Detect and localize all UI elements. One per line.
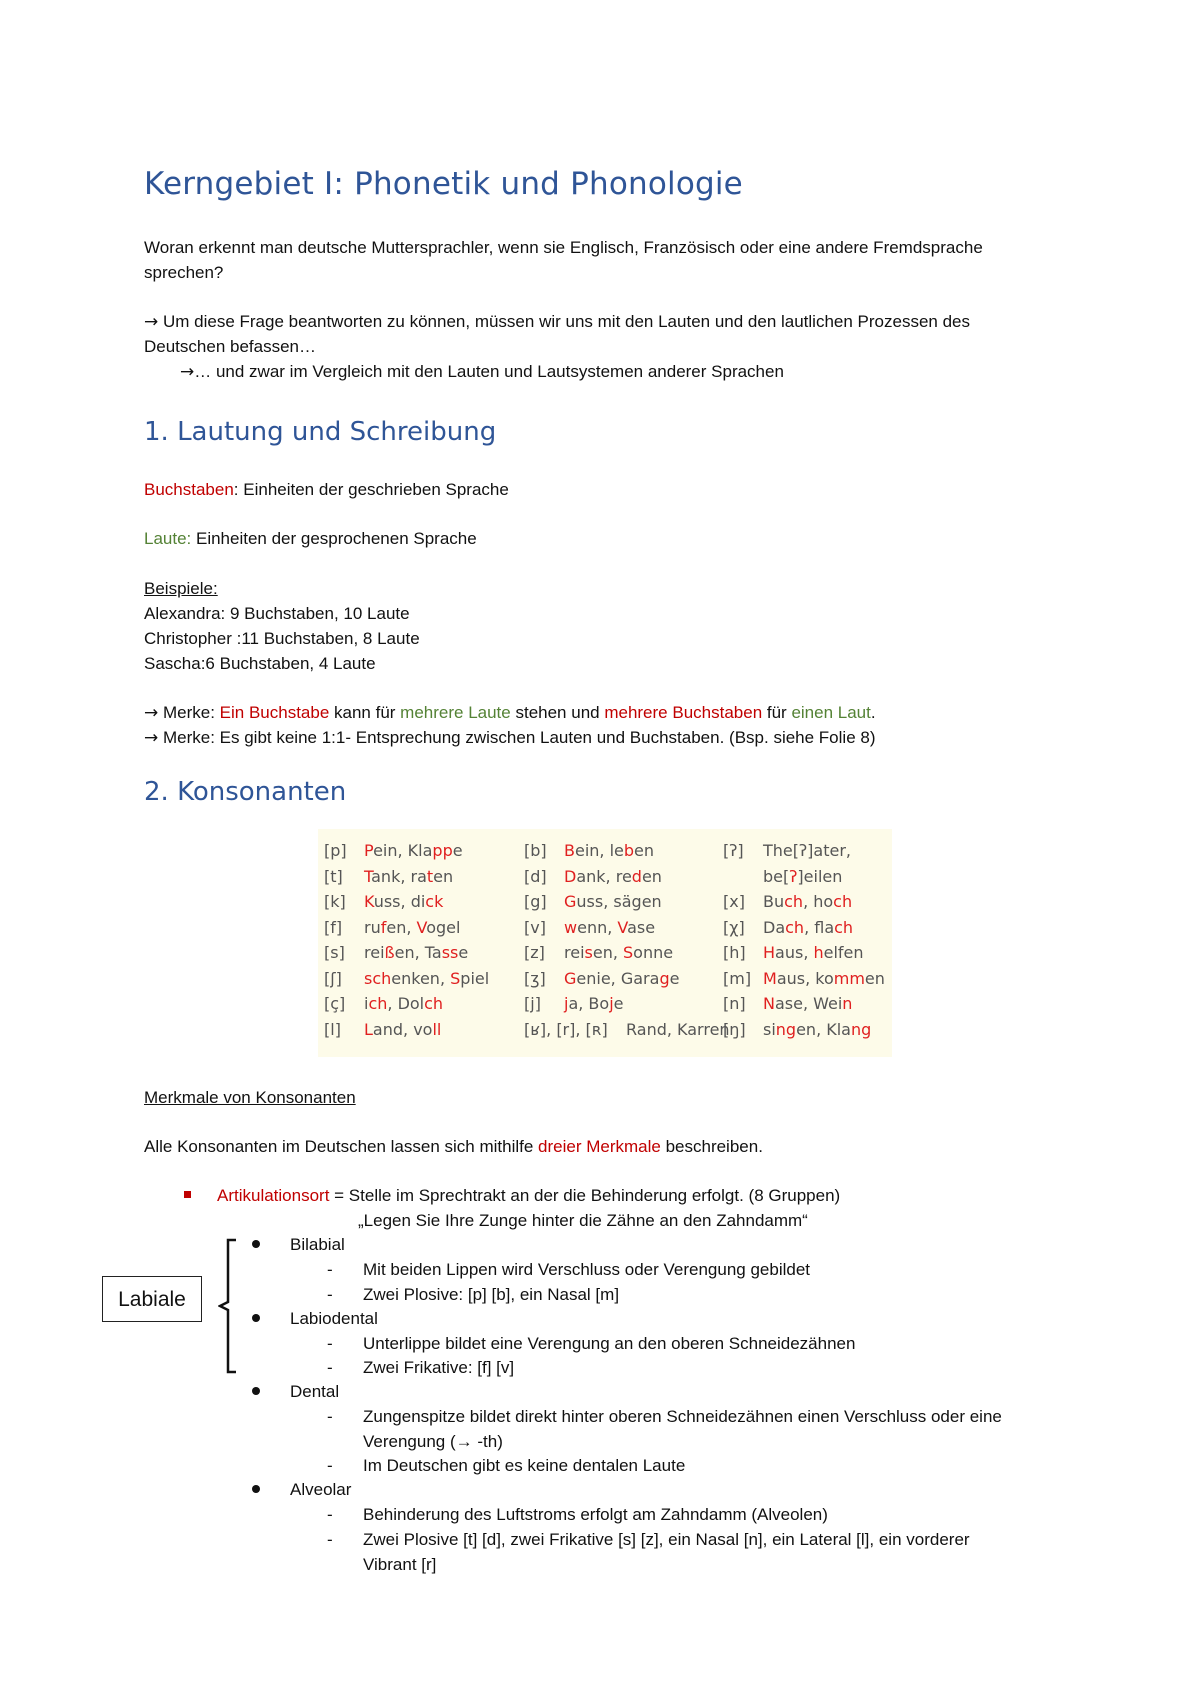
ipa-symbol: [j] xyxy=(524,994,541,1013)
example-words: Buch, hoch xyxy=(763,892,853,911)
ipa-symbol: [s] xyxy=(324,943,345,962)
example-words: Bein, leben xyxy=(564,841,655,860)
example-words: reißen, Tasse xyxy=(364,943,469,962)
arrow-right-icon: → xyxy=(144,728,159,748)
consonant-table-row xyxy=(723,889,893,915)
articulation-place-detail: Behinderung des Luftstroms erfolgt am Zahndamm (Alveolen) xyxy=(363,1505,828,1524)
page-title: Kerngebiet I: Phonetik und Phonologie xyxy=(144,166,743,202)
merke2-text: Merke: Es gibt keine 1:1- Entsprechung zwischen Lauten und Buchstaben. (Bsp. siehe Folie 8) xyxy=(158,728,876,747)
example-words: Haus, helfen xyxy=(763,943,864,962)
dash-bullet: - xyxy=(327,1505,333,1524)
ipa-symbol: [ʃ] xyxy=(324,968,342,988)
ipa-symbol: [ç] xyxy=(324,994,346,1013)
merke1-p1: Ein Buchstabe xyxy=(219,703,330,722)
ipa-symbol: [ʒ] xyxy=(524,968,546,988)
dash-bullet: - xyxy=(327,1334,333,1353)
consonant-table xyxy=(318,829,892,1057)
consonant-table-row xyxy=(324,991,514,1017)
ipa-symbol: [m] xyxy=(723,968,752,988)
articulation-place-detail: Verengung (→ -th) xyxy=(363,1432,503,1451)
dash-bullet: - xyxy=(327,1260,333,1279)
example-words: The[ʔ]ater, xyxy=(763,841,851,860)
example-words: Land, voll xyxy=(364,1019,442,1039)
arrow-right-icon: → xyxy=(144,312,159,332)
example-words: Dach, flach xyxy=(763,917,854,937)
arrow-right-icon: → xyxy=(144,703,159,723)
laute-definition xyxy=(144,526,477,551)
consonant-table-row xyxy=(324,864,514,890)
ipa-symbol: [x] xyxy=(723,892,745,911)
intro-question-line1: Woran erkennt man deutsche Muttersprachler, wenn sie Englisch, Französisch oder eine andere Fremdsprache xyxy=(144,238,983,257)
example-words: ja, Boje xyxy=(564,994,624,1013)
consonant-table-row xyxy=(723,991,893,1017)
articulation-place-name: Alveolar xyxy=(290,1480,352,1499)
consonant-table-row xyxy=(524,838,714,864)
articulation-place-name: Labiodental xyxy=(290,1309,378,1328)
ipa-symbol: [g] xyxy=(524,892,547,911)
laute-term: Laute: xyxy=(144,529,192,548)
ipa-symbol: [f] xyxy=(324,917,343,937)
dash-bullet: - xyxy=(327,1407,333,1426)
consonant-table-row xyxy=(524,1017,730,1043)
example-words: schenken, Spiel xyxy=(364,968,490,988)
dash-bullet: - xyxy=(327,1358,333,1377)
consonant-table-column xyxy=(324,838,514,1042)
merke1-prefix: Merke: xyxy=(158,703,220,722)
merkmale-intro-hl: dreier Merkmale xyxy=(538,1137,661,1156)
round-bullet-icon xyxy=(252,1485,260,1493)
example-item: Alexandra: 9 Buchstaben, 10 Laute xyxy=(144,604,410,623)
examples-label: Beispiele: xyxy=(144,579,218,598)
artikulationsort-def: = Stelle im Sprechtrakt an der die Behinderung erfolgt. (8 Gruppen) xyxy=(329,1186,841,1205)
consonant-table-row xyxy=(524,966,714,992)
articulation-place-detail: Zungenspitze bildet direkt hinter oberen Schneidezähnen einen Verschluss oder eine xyxy=(363,1407,1002,1426)
ipa-symbol: [ŋ] xyxy=(723,1019,746,1039)
dash-bullet: - xyxy=(327,1530,333,1549)
merke1-line xyxy=(144,700,876,726)
merke1-t4: . xyxy=(870,703,876,722)
artikulationsort-line xyxy=(217,1183,840,1208)
ipa-symbol: [t] xyxy=(324,866,343,886)
example-words: reisen, Sonne xyxy=(564,943,674,962)
merkmale-intro xyxy=(144,1134,763,1159)
merkmale-intro-post: beschreiben. xyxy=(660,1137,763,1156)
dash-bullet: - xyxy=(327,1456,333,1475)
buchstaben-definition xyxy=(144,477,509,502)
laute-def: Einheiten der gesprochenen Sprache xyxy=(191,529,477,548)
curly-brace-icon xyxy=(218,1238,238,1374)
ipa-symbol: [z] xyxy=(524,943,545,962)
consonant-table-row xyxy=(723,940,893,966)
example-words: Tank, raten xyxy=(364,866,454,886)
consonant-table-row xyxy=(324,940,514,966)
intro-answer-text3: … und zwar im Vergleich mit den Lauten und Lautsystemen anderer Sprachen xyxy=(194,362,784,381)
example-words: Genie, Garage xyxy=(564,968,680,988)
round-bullet-icon xyxy=(252,1240,260,1248)
consonant-table-row xyxy=(324,889,514,915)
articulation-place-name: Bilabial xyxy=(290,1235,345,1254)
example-words: Rand, Karren xyxy=(626,1019,730,1039)
example-words: Kuss, dick xyxy=(364,892,444,911)
ipa-symbol: [k] xyxy=(324,892,346,911)
articulation-place-detail: Mit beiden Lippen wird Verschluss oder Verengung gebildet xyxy=(363,1260,811,1279)
consonant-table-row xyxy=(324,838,514,864)
dash-bullet: - xyxy=(327,1285,333,1304)
ipa-symbol: [p] xyxy=(324,841,347,860)
consonant-table-row xyxy=(524,864,714,890)
labiale-box: Labiale xyxy=(102,1276,202,1322)
example-words: Nase, Wein xyxy=(763,994,853,1013)
consonant-table-row xyxy=(723,915,893,941)
example-words: be[ʔ]eilen xyxy=(763,866,843,886)
ipa-symbol: [n] xyxy=(723,994,746,1013)
example-item: Christopher :11 Buchstaben, 8 Laute xyxy=(144,629,420,648)
ipa-symbol: [d] xyxy=(524,866,547,886)
round-bullet-icon xyxy=(252,1314,260,1322)
buchstaben-term: Buchstaben xyxy=(144,480,234,499)
example-words: ich, Dolch xyxy=(364,994,444,1013)
section1-heading: 1. Lautung und Schreibung xyxy=(144,417,497,447)
merkmale-heading: Merkmale von Konsonanten xyxy=(144,1088,356,1107)
consonant-table-row xyxy=(524,915,714,941)
consonant-table-row xyxy=(524,991,714,1017)
intro-answer-line1 xyxy=(144,309,970,335)
consonant-table-row xyxy=(723,864,893,890)
example-words: singen, Klang xyxy=(763,1019,872,1039)
articulation-place-detail: Zwei Frikative: [f] [v] xyxy=(363,1358,515,1377)
ipa-symbol: [χ] xyxy=(723,917,745,937)
merke2-line xyxy=(144,725,876,751)
articulation-place-detail: Im Deutschen gibt es keine dentalen Laute xyxy=(363,1456,686,1475)
articulation-place-name: Dental xyxy=(290,1382,340,1401)
consonant-table-row xyxy=(723,1017,893,1043)
ipa-symbol: [ʁ], [r], [ʀ] xyxy=(524,1019,608,1039)
intro-answer-text1: Um diese Frage beantworten zu können, müssen wir uns mit den Lauten und den lautlichen Prozessen des xyxy=(158,312,970,331)
consonant-table-row xyxy=(723,966,893,992)
ipa-symbol: [ʔ] xyxy=(723,841,744,860)
merke1-p3: mehrere Buchstaben xyxy=(604,703,763,722)
arrow-right-icon: → xyxy=(180,362,195,382)
articulation-place-detail: Unterlippe bildet eine Verengung an den oberen Schneidezähnen xyxy=(363,1334,856,1353)
ipa-symbol: [v] xyxy=(524,917,546,937)
ipa-symbol: [h] xyxy=(723,943,746,962)
consonant-table-row xyxy=(524,940,714,966)
ipa-symbol: [l] xyxy=(324,1019,341,1039)
section2-heading: 2. Konsonanten xyxy=(144,777,347,807)
example-words: Guss, sägen xyxy=(564,892,662,911)
example-words: Pein, Klappe xyxy=(364,841,463,860)
merke1-p4: einen Laut xyxy=(791,703,871,722)
round-bullet-icon xyxy=(252,1387,260,1395)
ipa-symbol: [b] xyxy=(524,841,547,860)
square-bullet-icon xyxy=(184,1191,191,1198)
consonant-table-column xyxy=(524,838,730,1042)
intro-answer-line2: Deutschen befassen… xyxy=(144,337,316,356)
buchstaben-def: : Einheiten der geschrieben Sprache xyxy=(233,480,509,499)
example-words: Dank, reden xyxy=(564,866,662,886)
consonant-table-row xyxy=(324,1017,514,1043)
consonant-table-row xyxy=(324,966,514,992)
consonant-table-column xyxy=(723,838,893,1042)
articulation-place-detail: Zwei Plosive [t] [d], zwei Frikative [s] [z], ein Nasal [n], ein Lateral [l], ein vorderer xyxy=(363,1530,970,1549)
merke1-t1: kann für xyxy=(329,703,401,722)
example-words: Maus, kommen xyxy=(763,968,885,988)
consonant-table-row xyxy=(723,838,893,864)
articulation-place-detail: Zwei Plosive: [p] [b], ein Nasal [m] xyxy=(363,1285,620,1304)
example-words: rufen, Vogel xyxy=(364,917,461,937)
example-item: Sascha:6 Buchstaben, 4 Laute xyxy=(144,654,376,673)
merkmale-intro-pre: Alle Konsonanten im Deutschen lassen sich mithilfe xyxy=(144,1137,539,1156)
articulation-place-detail: Vibrant [r] xyxy=(363,1555,437,1574)
merke1-t3: für xyxy=(762,703,792,722)
intro-answer-line3 xyxy=(180,359,784,385)
merke1-t2: stehen und xyxy=(510,703,605,722)
artikulationsort-term: Artikulationsort xyxy=(217,1186,330,1205)
artikulationsort-quote: „Legen Sie Ihre Zunge hinter die Zähne an den Zahndamm“ xyxy=(358,1211,808,1230)
intro-question-line2: sprechen? xyxy=(144,263,224,282)
merke1-p2: mehrere Laute xyxy=(400,703,511,722)
consonant-table-row xyxy=(524,889,714,915)
example-words: wenn, Vase xyxy=(564,917,656,937)
consonant-table-row xyxy=(324,915,514,941)
